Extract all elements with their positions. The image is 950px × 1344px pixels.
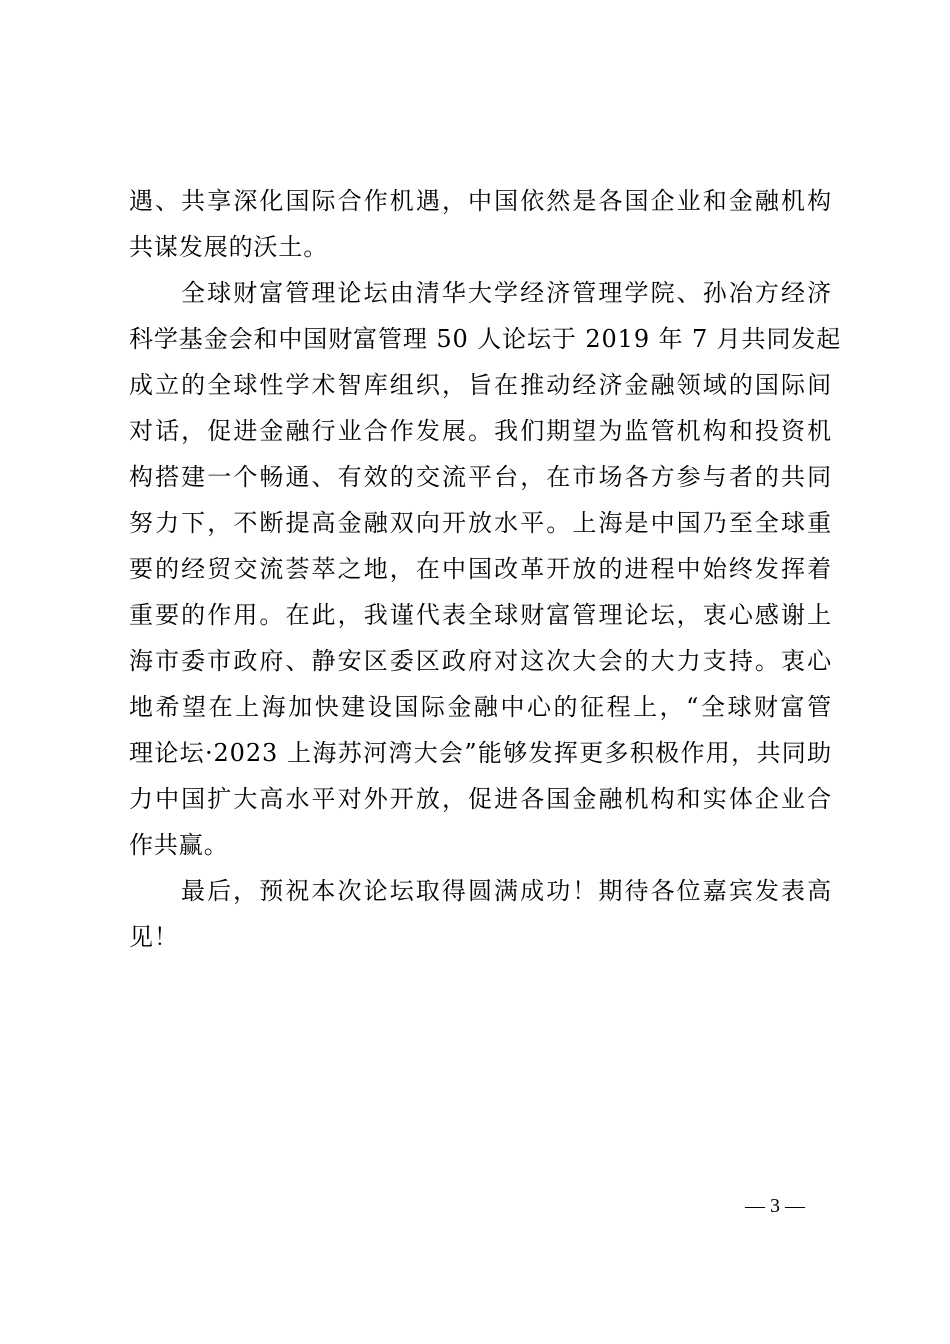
text-line: 全球财富管理论坛由清华大学经济管理学院、孙冶方经济 [181,279,832,307]
text-line: 科学基金会和中国财富管理 50 人论坛于 2019 年 7 月共同发起 [129,325,842,353]
text-line: 见！ [129,923,179,951]
text-line: 力中国扩大高水平对外开放，促进各国金融机构和实体企业合 [129,785,832,813]
text-line: 成立的全球性学术智库组织，旨在推动经济金融领域的国际间 [129,371,832,399]
text-line: 对话，促进金融行业合作发展。我们期望为监管机构和投资机 [129,417,832,445]
text-line: 理论坛·2023 上海苏河湾大会”能够发挥更多积极作用，共同助 [129,739,832,767]
text-line: 共谋发展的沃土。 [129,233,329,261]
text-line: 作共赢。 [129,831,229,859]
text-line: 最后，预祝本次论坛取得圆满成功！期待各位嘉宾发表高 [181,877,832,905]
page-number: — 3 — [745,1195,805,1217]
text-line: 地希望在上海加快建设国际金融中心的征程上，“全球财富管 [129,693,832,721]
document-body [129,178,842,960]
text-line: 重要的作用。在此，我谨代表全球财富管理论坛，衷心感谢上 [129,601,832,629]
text-line: 遇、共享深化国际合作机遇，中国依然是各国企业和金融机构 [129,187,832,215]
text-line: 海市委市政府、静安区委区政府对这次大会的大力支持。衷心 [129,647,832,675]
text-line: 要的经贸交流荟萃之地，在中国改革开放的进程中始终发挥着 [129,555,832,583]
text-line: 构搭建一个畅通、有效的交流平台，在市场各方参与者的共同 [129,463,832,491]
text-line: 努力下，不断提高金融双向开放水平。上海是中国乃至全球重 [129,509,832,537]
